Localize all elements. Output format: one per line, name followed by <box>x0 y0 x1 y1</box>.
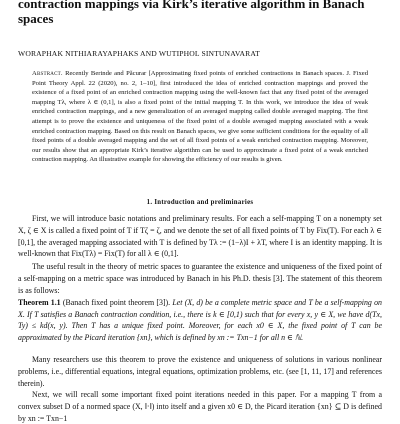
theorem-body: Let (X, d) be a complete metric space and T be a self-mapping on X. If T satisfies a Banach contraction condition, i.e., there is k ∈ [0,1) such that for every x, y ∈ X, we have d(Tx, Ty) ≤ kd(x, y). Then T has a unique fixed point. Moreover, for each x0 ∈ X, the fixed point of T can be approximated by the Picard iteration {xn}, which is defined by xn := Txn−1 for all n ∈ ℕ. <box>18 298 382 342</box>
abstract-body: Recently Berinde and Păcurar [Approximating fixed points of enriched contractions in Banach spaces. J. Fixed Point Theory Appl. 22 (2020), no. 2, 1–10], first introduced the idea of enriched contraction mappings and proved the existence of a fixed point of an enriched contraction mapping using the well-known fact that any fixed point of the averaged mapping Tλ, where λ ∈ (0,1], is also a fixed point of the initial mapping T. In this work, we introduce the idea of weak enriched contraction mappings, and a new generalization of an averaged mapping called double averaged mapping. The first attempt is to prove the existence and uniqueness of the fixed point of a double averaged mapping associated with a weak enriched contraction mapping. Based on this result on Banach spaces, we give some sufficient conditions for the equality of all fixed points of a double averaged mapping and the set of all fixed points of a weak enriched contraction mapping. Moreover, our results show that an appropriate Kirk’s iterative algorithm can be used to approximate a fixed point of a weak enriched contraction mapping. An illustrative example for showing the efficiency of our results is given. <box>32 70 368 164</box>
intro-paragraph-4: Next, we will recall some important fixed point iterations needed in this paper. For a mapping T from a convex subset D of a normed space (X, ‖·‖) into itself and a given x0 ∈ D, the Picard iteration {xn} ⊆ D is defined by xn := Txn−1 <box>18 390 382 423</box>
section-heading: 1. Introduction and preliminaries <box>146 199 254 206</box>
paper-title: contraction mappings via Kirk’s iterative algorithm in Banach spaces <box>18 0 365 26</box>
theorem-heading: Theorem 1.1 <box>18 298 61 307</box>
intro-paragraph-1: First, we will introduce basic notations and preliminary results. For each a self-mapping T on a nonempty set X, ζ ∈ X is called a fixed point of T if Tζ = ζ, and we denote the set of all fixed points of T by Fix(T). For each λ ∈ [0,1], the averaged mapping associated with T is defined by Tλ := (1−λ)I + λT, where I is an identity mapping. It is well-known that Fix(Tλ) = Fix(T) for all λ ∈ (0,1]. <box>18 214 382 259</box>
theorem-1-1 <box>18 297 382 343</box>
abstract <box>32 69 368 165</box>
abstract-heading: Abstract. <box>32 70 63 77</box>
paper-authors: WORAPHAK NITHIARAYAPHAKS AND WUTIPHOL SINTUNAVARAT <box>18 49 260 58</box>
intro-paragraph-3: Many researchers use this theorem to prove the existence and uniqueness of solutions in various nonlinear problems, i.e., differential equations, integral equations, optimization problems, etc. (see [1, 11, 17] and references therein). <box>18 355 382 388</box>
theorem-note: (Banach fixed point theorem [3]). <box>60 298 173 307</box>
intro-paragraph-2: The useful result in the theory of metric spaces to guarantee the existence and uniqueness of the fixed point of a self-mapping on a metric space was introduced by Banach in his Ph.D. thesis [3]. The statement of this theorem is as follows: <box>18 262 382 295</box>
